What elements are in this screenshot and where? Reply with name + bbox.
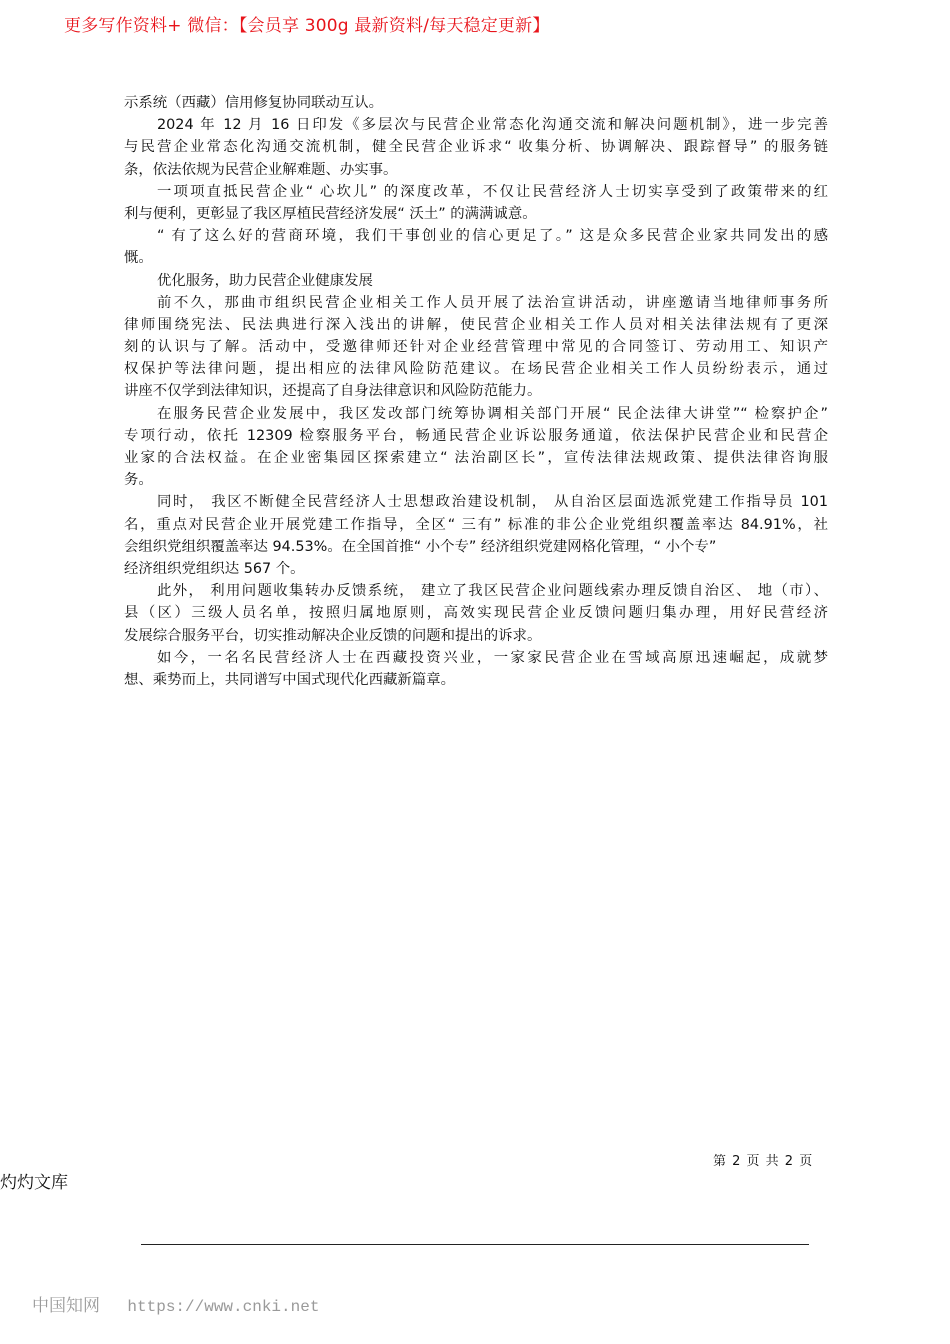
text-line: 刻的认识与了解。活动中，受邀律师还针对企业经营管理中常见的合同签订、劳动用工、知识产 — [124, 339, 828, 356]
text-line: 条，依法依规为民营企业解难题、办实事。 — [124, 161, 398, 178]
text-line: 与民营企业常态化沟通交流机制，健全民营企业诉求“ 收集分析、协调解决、跟踪督导” 的服务链 — [124, 139, 828, 156]
text-line: 想、乘势而上，共同谱写中国式现代化西藏新篇章。 — [124, 671, 455, 688]
text-line: 此外， 利用问题收集转办反馈系统， 建立了我区民营企业问题线索办理反馈自治区、 地（市）、 — [157, 583, 828, 600]
text-line: 示系统（西藏）信用修复协同联动互认。 — [124, 95, 384, 111]
text-line: 同时， 我区不断健全民营经济人士思想政治建设机制， 从自治区层面选派党建工作指导员 101 — [157, 494, 828, 511]
text-line: 律师围绕宪法、民法典进行深入浅出的讲解，使民营企业相关工作人员对相关法律法规有了更深 — [124, 316, 828, 333]
text-line: 如今，一名名民营经济人士在西藏投资兴业，一家家民营企业在雪域高原迅速崛起，成就梦 — [157, 649, 828, 666]
text-line: 讲座不仅学到法律知识，还提高了自身法律意识和风险防范能力。 — [124, 383, 542, 400]
text-line: 慨。 — [124, 250, 153, 267]
text-line: 在服务民营企业发展中，我区发改部门统筹协调相关部门开展“ 民企法律大讲堂”“ 检察护企” — [157, 405, 828, 422]
cnki-watermark — [32, 1294, 319, 1319]
text-line: 会组织党组织覆盖率达 94.53%。在全国首推“ 小个专” 经济组织党建网格化管理，“ 小个专” — [124, 538, 717, 555]
document-body — [124, 92, 828, 691]
text-line: “ 有了这么好的营商环境，我们干事创业的信心更足了。” 这是众多民营企业家共同发出的感 — [157, 228, 828, 245]
cnki-url[interactable]: https://www.cnki.net — [127, 1298, 320, 1316]
text-line: 发展综合服务平台，切实推动解决企业反馈的问题和提出的诉求。 — [124, 627, 542, 644]
text-line: 前不久，那曲市组织民营企业相关工作人员开展了法治宣讲活动，讲座邀请当地律师事务所 — [157, 294, 828, 311]
text-line: 经济组织党组织达 567 个。 — [124, 560, 305, 577]
promo-banner: 更多写作资料+ 微信：【会员享 300g 最新资料/每天稳定更新】 — [64, 16, 550, 36]
footer-divider — [141, 1244, 809, 1245]
library-name: 灼灼文库 — [0, 1173, 68, 1193]
text-line: 务。 — [124, 472, 153, 489]
text-line: 权保护等法律问题，提出相应的法律风险防范建议。在场民营企业相关工作人员纷纷表示，通过 — [124, 361, 828, 378]
section-heading: 优化服务，助力民营企业健康发展 — [157, 272, 373, 289]
text-line: 专项行动，依托 12309 检察服务平台，畅通民营企业诉讼服务通道，依法保护民营企业和民营企 — [124, 427, 828, 444]
cnki-name: 中国知网 — [32, 1296, 100, 1316]
text-line: 2024 年 12 月 16 日印发《多层次与民营企业常态化沟通交流和解决问题机制》，进一步完善 — [157, 117, 828, 134]
page-indicator: 第 2 页 共 2 页 — [713, 1154, 814, 1169]
text-line: 利与便利，更彰显了我区厚植民营经济发展“ 沃土” 的满满诚意。 — [124, 205, 537, 222]
text-line: 一项项直抵民营企业“ 心坎儿” 的深度改革，不仅让民营经济人士切实享受到了政策带来的红 — [157, 183, 828, 200]
text-line: 业家的合法权益。在企业密集园区探索建立“ 法治副区长”，宣传法律法规政策、提供法律咨询服 — [124, 450, 828, 466]
text-line: 县（区）三级人员名单，按照归属地原则，高效实现民营企业反馈问题归集办理，用好民营经济 — [124, 605, 828, 622]
text-line: 名，重点对民营企业开展党建工作指导，全区“ 三有” 标准的非公企业党组织覆盖率达 84.91%，社 — [124, 516, 828, 533]
